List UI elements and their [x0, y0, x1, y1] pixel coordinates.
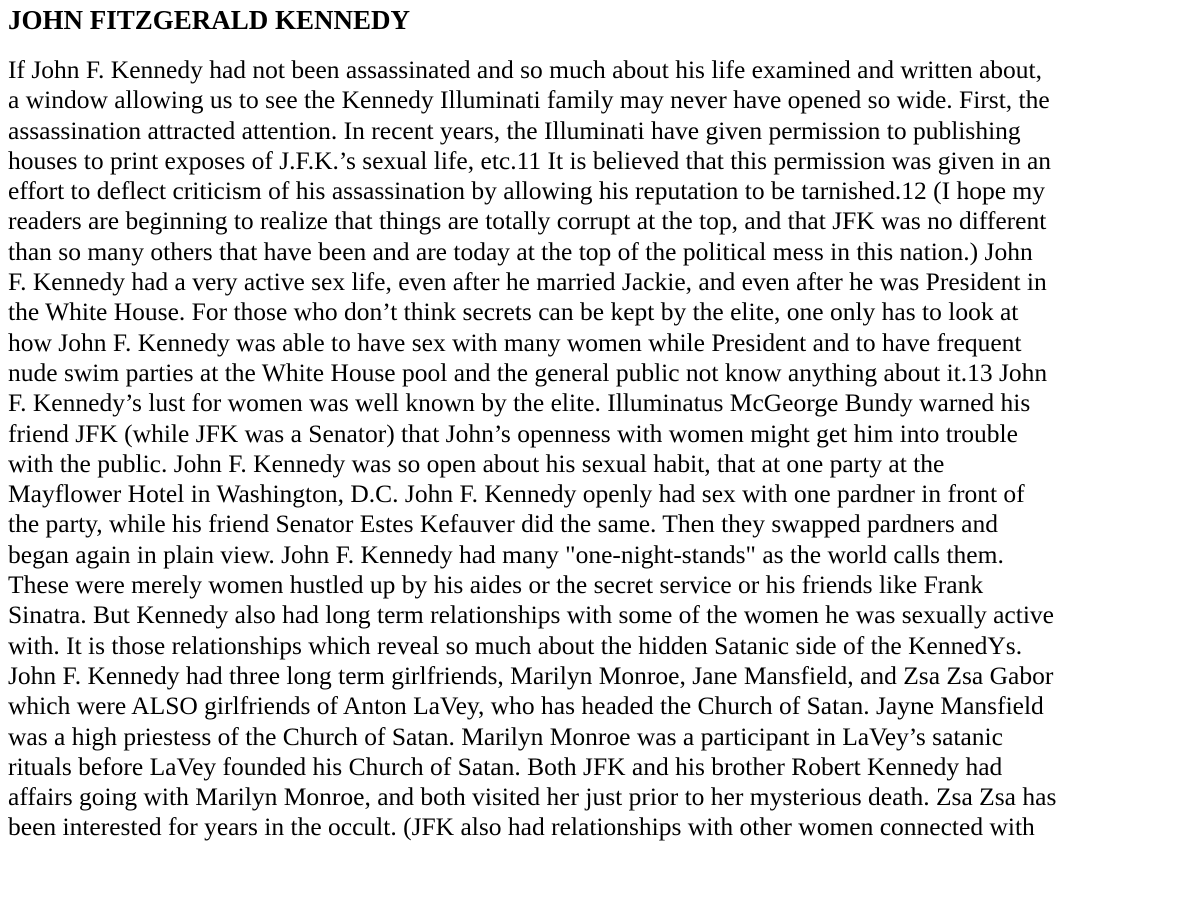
text-line: Sinatra. But Kennedy also had long term relationships with some of the women he was sexually active	[8, 600, 1054, 630]
text-line: John F. Kennedy had three long term girlfriends, Marilyn Monroe, Jane Mansfield, and Zsa Zsa Gabor	[8, 660, 1054, 690]
text-line: These were merely women hustled up by his aides or the secret service or his friends like Frank	[8, 570, 984, 600]
page-title: JOHN FITZGERALD KENNEDY	[8, 5, 411, 35]
text-line: assassination attracted attention. In recent years, the Illuminati have given permission to publishing	[8, 115, 1021, 145]
text-line: the White House. For those who don’t think secrets can be kept by the elite, one only has to look at	[8, 297, 1019, 327]
document-page	[8, 0, 1194, 843]
text-line: with the public. John F. Kennedy was so open about his sexual habit, that at one party at the	[8, 448, 945, 478]
text-line: was a high priestess of the Church of Satan. Marilyn Monroe was a participant in LaVey’s satanic	[8, 721, 1003, 751]
body-paragraph	[8, 55, 1194, 843]
text-line: which were ALSO girlfriends of Anton LaVey, who has headed the Church of Satan. Jayne Mansfield	[8, 691, 1044, 721]
text-line: houses to print exposes of J.F.K.’s sexual life, etc.11 It is believed that this permission was given in an	[8, 145, 1052, 175]
text-line: Mayflower Hotel in Washington, D.C. John F. Kennedy openly had sex with one pardner in front of	[8, 479, 1025, 509]
text-line: If John F. Kennedy had not been assassinated and so much about his life examined and written about,	[8, 55, 1043, 84]
text-line: the party, while his friend Senator Estes Kefauver did the same. Then they swapped pardners and	[8, 509, 998, 539]
text-line: with. It is those relationships which reveal so much about the hidden Satanic side of the KennedYs.	[8, 630, 1023, 660]
text-line: readers are beginning to realize that things are totally corrupt at the top, and that JFK was no different	[8, 206, 1047, 236]
text-line: a window allowing us to see the Kennedy Illuminati family may never have opened so wide. First, the	[8, 85, 1050, 115]
text-line: been interested for years in the occult. (JFK also had relationships with other women connected with	[8, 812, 1035, 842]
text-line: rituals before LaVey founded his Church of Satan. Both JFK and his brother Robert Kennedy had	[8, 751, 1003, 781]
text-line: friend JFK (while JFK was a Senator) that John’s openness with women might get him into trouble	[8, 418, 1018, 448]
text-line: affairs going with Marilyn Monroe, and both visited her just prior to her mysterious death. Zsa Zsa has	[8, 782, 1057, 812]
text-line: nude swim parties at the White House pool and the general public not know anything about it.13 John	[8, 357, 1048, 387]
text-line: how John F. Kennedy was able to have sex with many women while President and to have frequent	[8, 327, 1022, 357]
text-line: effort to deflect criticism of his assassination by allowing his reputation to be tarnished.12 (I hope my	[8, 176, 1046, 206]
text-line: began again in plain view. John F. Kennedy had many "one-night-stands" as the world calls them.	[8, 539, 1004, 569]
text-line: F. Kennedy’s lust for women was well known by the elite. Illuminatus McGeorge Bundy warned his	[8, 388, 1031, 418]
text-line: than so many others that have been and are today at the top of the political mess in this nation.) John	[8, 236, 1033, 266]
text-line: F. Kennedy had a very active sex life, even after he married Jackie, and even after he was President in	[8, 267, 1047, 297]
